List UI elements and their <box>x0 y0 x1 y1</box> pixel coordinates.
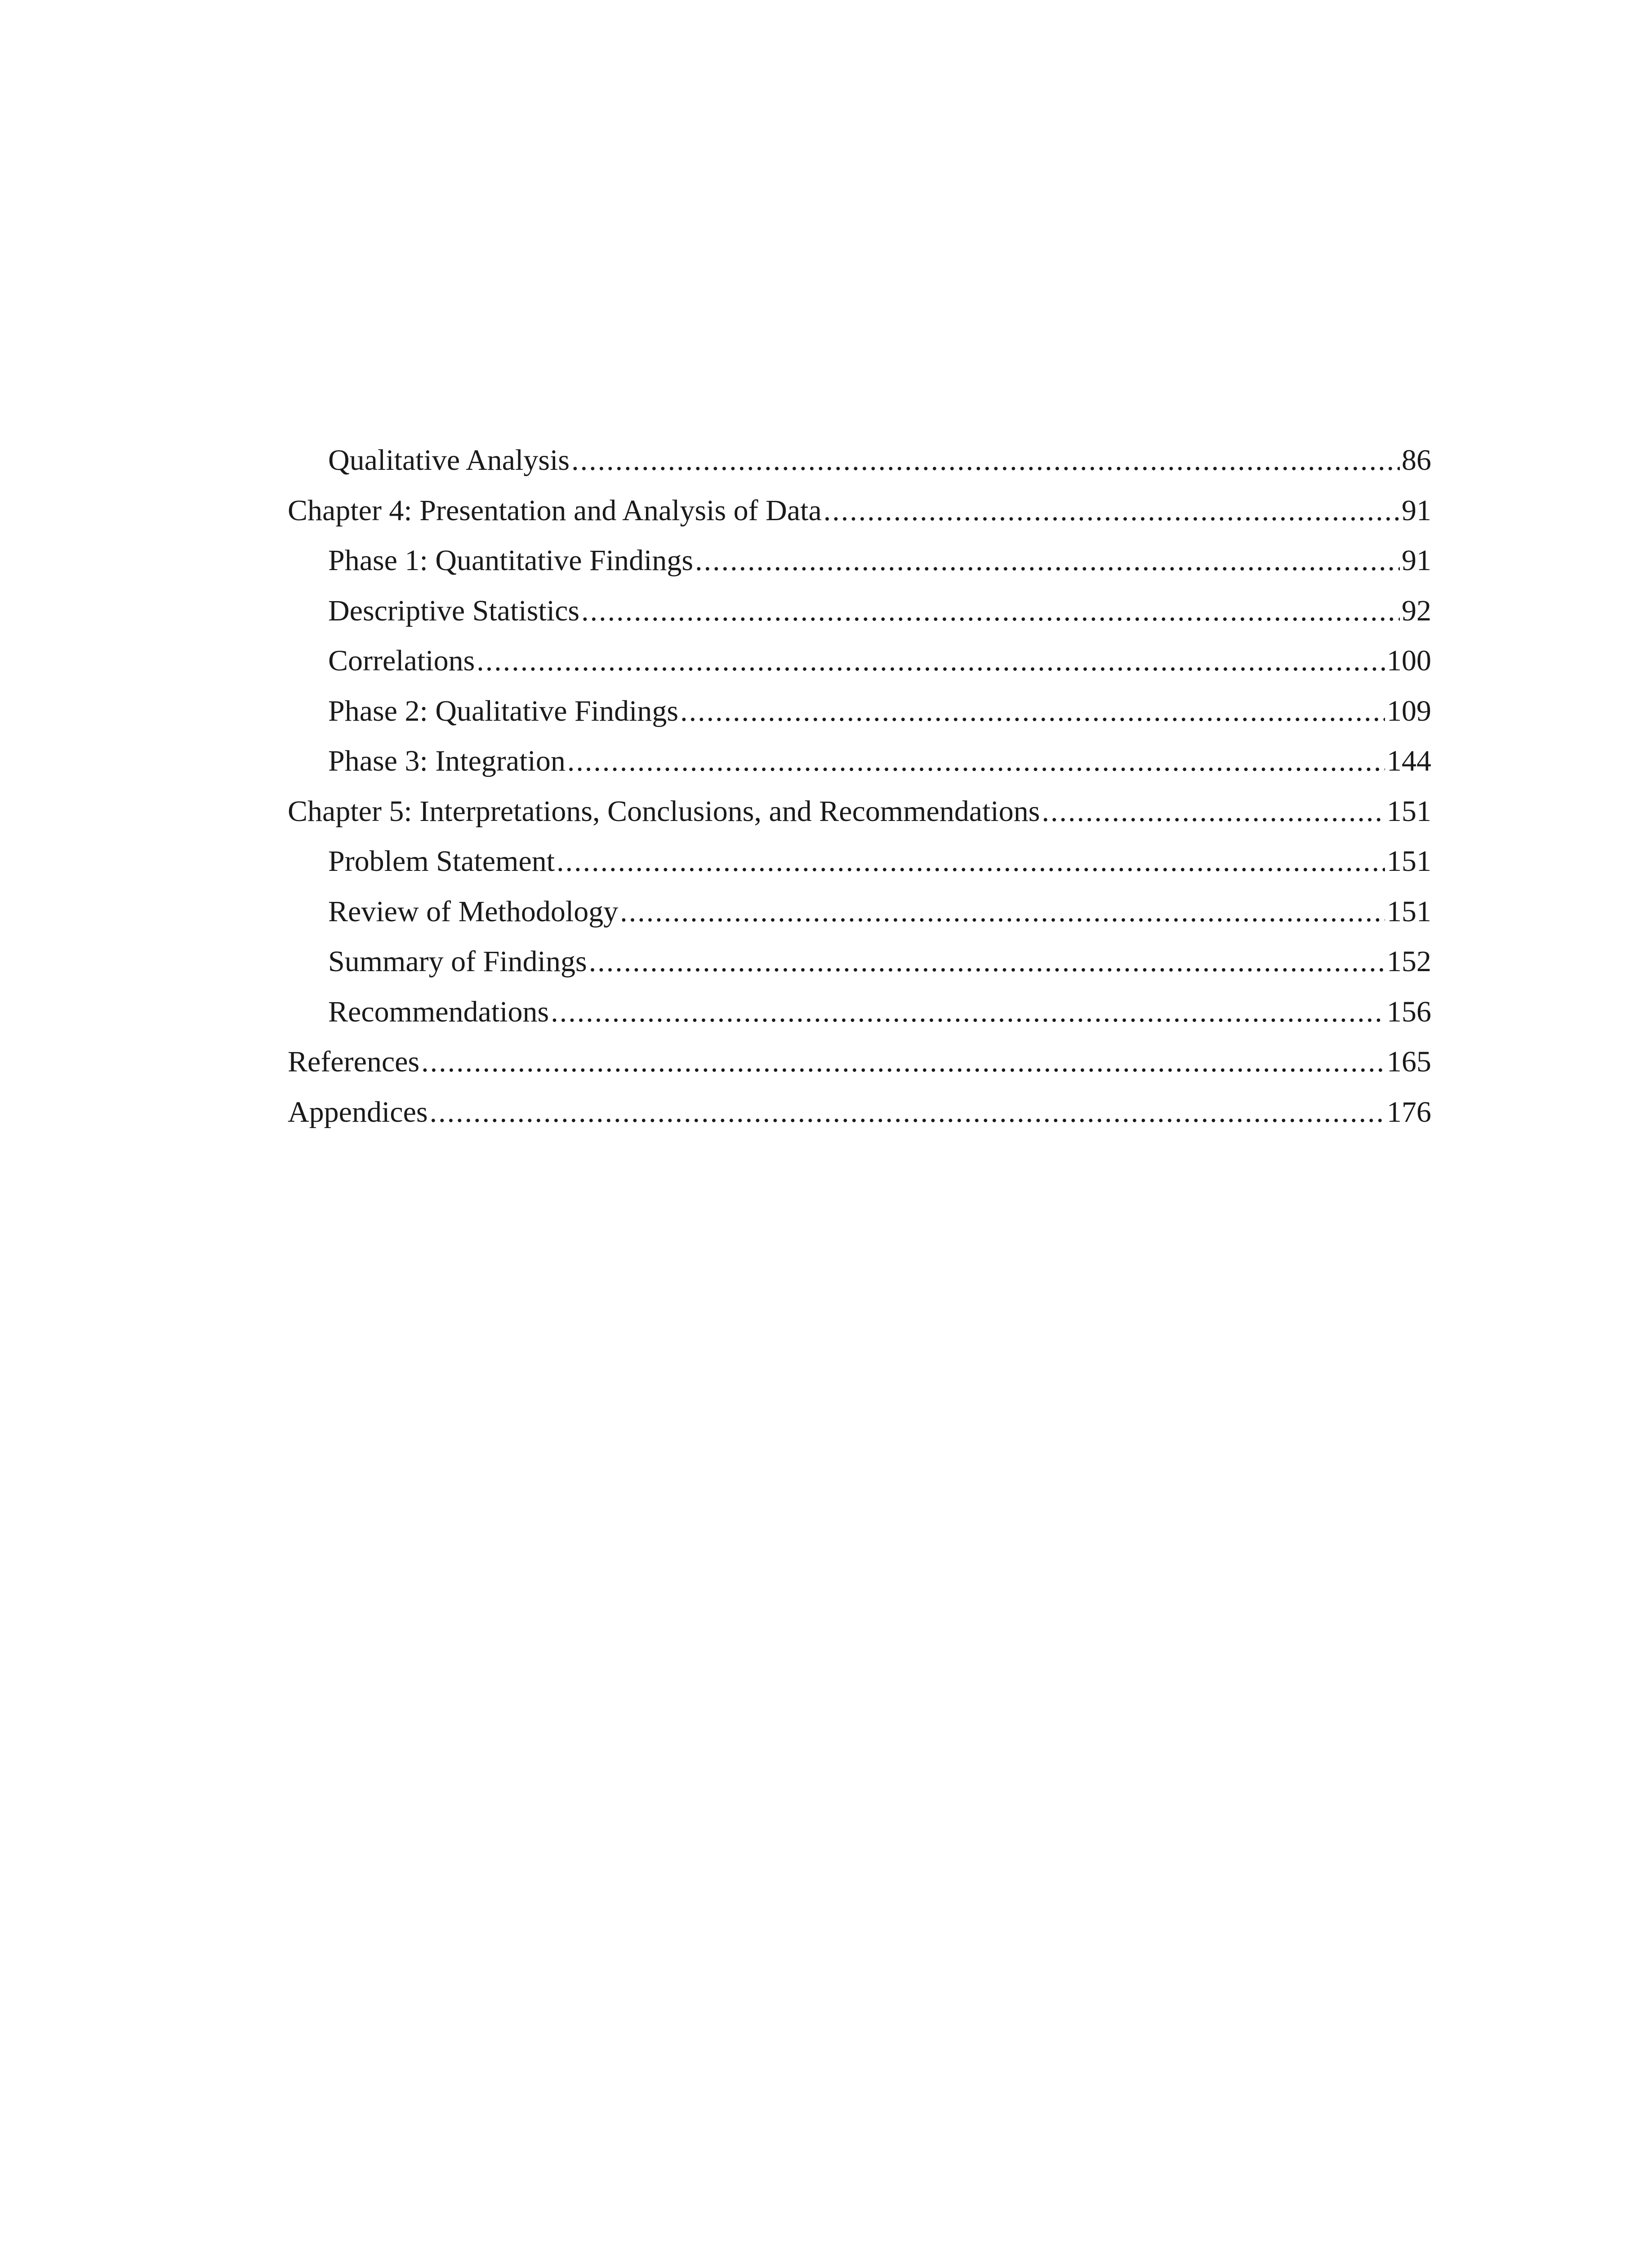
toc-dot-leader <box>824 486 1400 536</box>
toc-entry-page: 151 <box>1387 794 1431 828</box>
toc-entry-title: Phase 1: Quantitative Findings <box>328 544 694 577</box>
toc-dot-leader <box>567 736 1385 786</box>
toc-entry-page: 86 <box>1402 444 1431 477</box>
toc-entry-title: Phase 2: Qualitative Findings <box>328 694 679 727</box>
toc-entry-page: 91 <box>1402 544 1431 577</box>
toc-entry-page: 165 <box>1387 1045 1431 1078</box>
toc-entry-correlations[interactable] <box>288 636 1431 686</box>
toc-entry-title: Descriptive Statistics <box>328 594 580 627</box>
toc-dot-leader <box>680 686 1385 736</box>
toc-entry-title: Correlations <box>328 644 475 677</box>
toc-entry-title: Chapter 5: Interpretations, Conclusions, and Recommendations <box>288 794 1040 828</box>
toc-entry-title: Chapter 4: Presentation and Analysis of Data <box>288 494 822 527</box>
toc-entry-qualitative-analysis[interactable] <box>288 435 1431 486</box>
toc-dot-leader <box>557 836 1385 887</box>
toc-entry-title: Qualitative Analysis <box>328 444 570 477</box>
toc-entry-page: 152 <box>1387 945 1431 978</box>
toc-entry-page: 91 <box>1402 494 1431 527</box>
toc-dot-leader <box>695 535 1400 586</box>
toc-entry-title: Review of Methodology <box>328 895 619 928</box>
toc-dot-leader <box>551 987 1385 1037</box>
toc-entry-summary-of-findings[interactable] <box>288 937 1431 987</box>
toc-entry-title: Problem Statement <box>328 845 555 878</box>
toc-dot-leader <box>430 1087 1385 1137</box>
toc-entry-appendices[interactable] <box>288 1087 1431 1137</box>
toc-entry-descriptive-statistics[interactable] <box>288 586 1431 636</box>
toc-entry-phase-1[interactable] <box>288 535 1431 586</box>
toc-entry-recommendations[interactable] <box>288 987 1431 1037</box>
toc-dot-leader <box>589 937 1385 987</box>
toc-entry-phase-2[interactable] <box>288 686 1431 736</box>
toc-entry-title: Phase 3: Integration <box>328 745 566 777</box>
toc-entry-references[interactable] <box>288 1037 1431 1087</box>
toc-entry-page: 144 <box>1387 745 1431 777</box>
toc-entry-page: 109 <box>1387 694 1431 727</box>
toc-entry-title: Recommendations <box>328 995 549 1028</box>
toc-entry-page: 151 <box>1387 845 1431 878</box>
toc-dot-leader <box>571 435 1400 486</box>
toc-entry-problem-statement[interactable] <box>288 836 1431 887</box>
toc-entry-review-of-methodology[interactable] <box>288 887 1431 937</box>
toc-entry-title: References <box>288 1045 420 1078</box>
table-of-contents <box>288 435 1431 1137</box>
toc-entry-phase-3[interactable] <box>288 736 1431 786</box>
toc-dot-leader <box>421 1037 1385 1087</box>
toc-dot-leader <box>581 586 1400 636</box>
toc-entry-title: Appendices <box>288 1095 428 1128</box>
toc-entry-chapter-4[interactable] <box>288 486 1431 536</box>
toc-dot-leader <box>620 887 1385 937</box>
toc-dot-leader <box>1042 786 1385 837</box>
toc-entry-page: 92 <box>1402 594 1431 627</box>
toc-entry-page: 100 <box>1387 644 1431 677</box>
toc-entry-title: Summary of Findings <box>328 945 587 978</box>
toc-entry-page: 156 <box>1387 995 1431 1028</box>
toc-entry-chapter-5[interactable] <box>288 786 1431 837</box>
toc-entry-page: 151 <box>1387 895 1431 928</box>
toc-dot-leader <box>476 636 1385 686</box>
toc-entry-page: 176 <box>1387 1095 1431 1128</box>
